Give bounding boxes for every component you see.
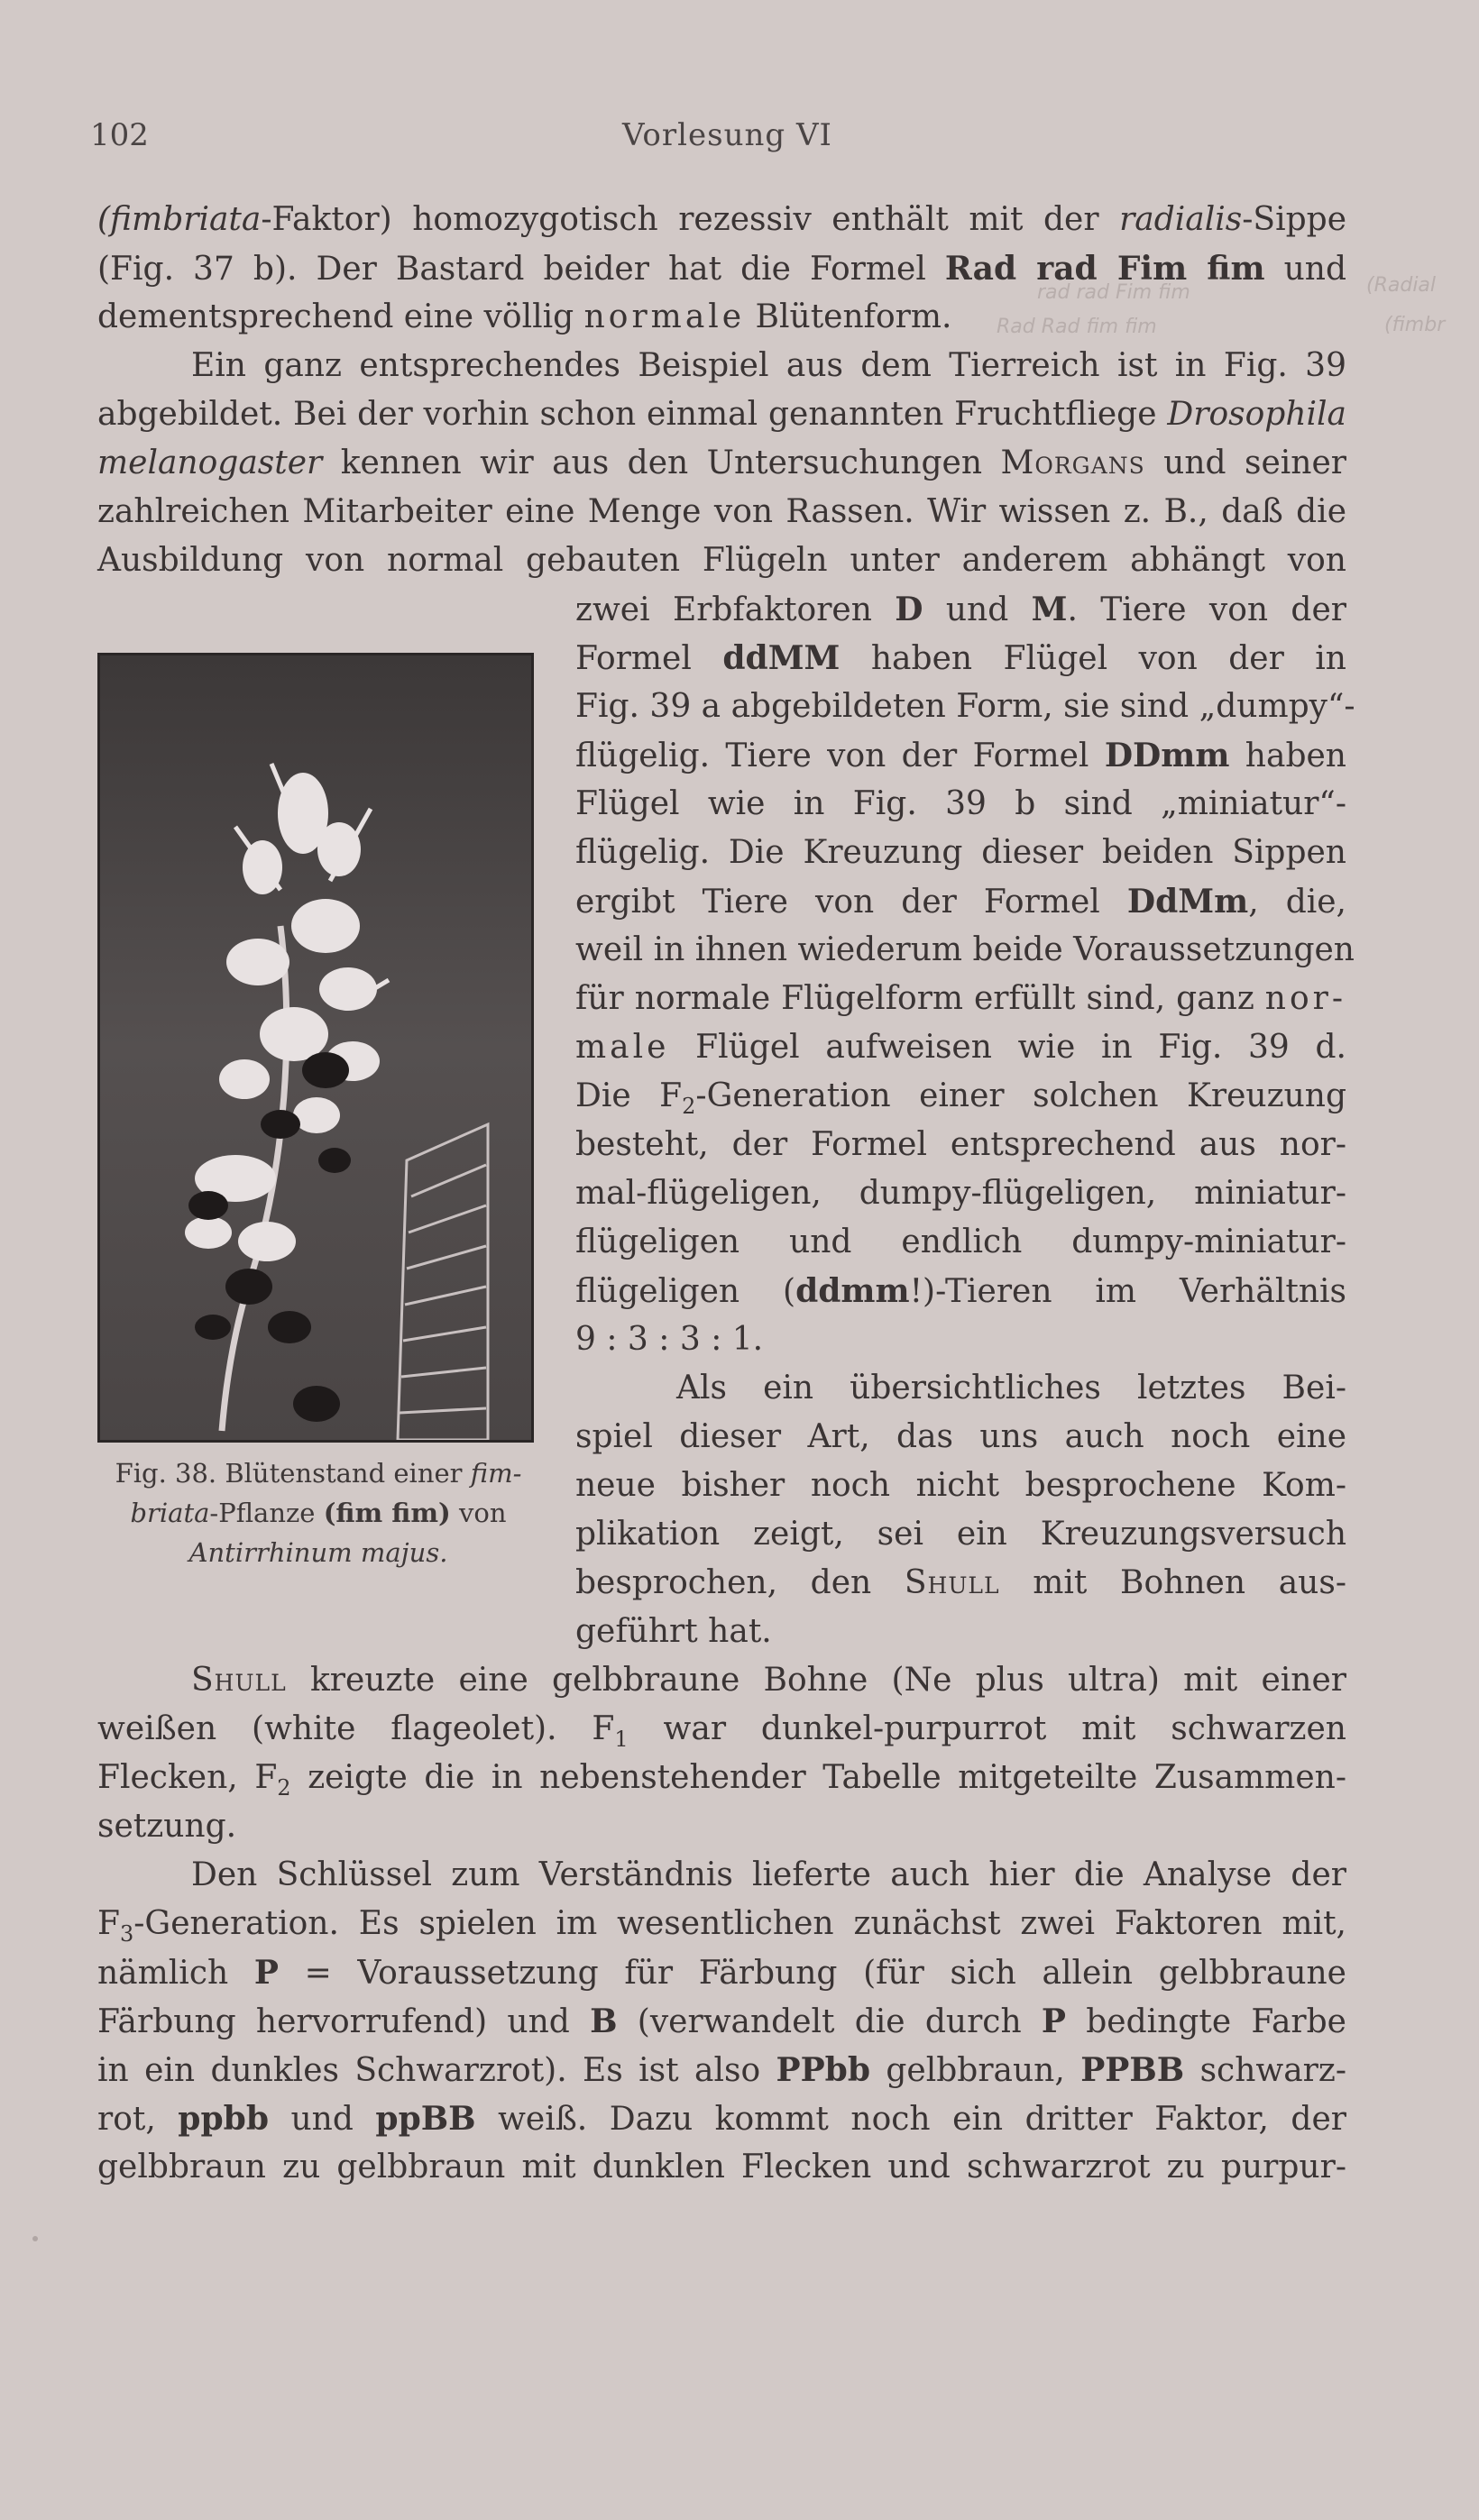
text-line: abgebildet. Bei der vorhin schon einmal genannten Fruchtfliege Drosophila bbox=[97, 396, 1346, 433]
handwritten-annotation: rad rad Fim fim bbox=[1037, 281, 1190, 304]
text-line: flügelig. Die Kreuzung dieser beiden Sippen bbox=[575, 834, 1346, 871]
text-line: Als ein übersichtliches letztes Bei- bbox=[676, 1370, 1346, 1407]
text-line: mal-flügeligen, dumpy-flügeligen, miniatur- bbox=[575, 1175, 1346, 1212]
text-line: Flügel wie in Fig. 39 b sind „miniatur“- bbox=[575, 785, 1346, 822]
text-line: Ein ganz entsprechendes Beispiel aus dem Tierreich ist in Fig. 39 bbox=[191, 347, 1346, 384]
text-line: melanogaster kennen wir aus den Untersuchungen Morgans und seiner bbox=[97, 444, 1346, 481]
text-line: flügeligen und endlich dumpy-miniatur- bbox=[575, 1223, 1346, 1260]
text-line: plikation zeigt, sei ein Kreuzungsversuch bbox=[575, 1516, 1346, 1553]
handwritten-annotation: (Radial bbox=[1366, 274, 1437, 297]
handwritten-annotation: (fimbr bbox=[1384, 314, 1446, 336]
text-line: Fig. 39 a abgebildeten Form, sie sind „dumpy“- bbox=[575, 688, 1355, 725]
text-line: nämlich P = Voraussetzung für Färbung (für sich allein gelbbraune bbox=[97, 1954, 1346, 1992]
text-line: zahlreichen Mitarbeiter eine Menge von Rassen. Wir wissen z. B., daß die bbox=[97, 493, 1346, 530]
text-line: besprochen, den Shull mit Bohnen aus- bbox=[575, 1564, 1346, 1601]
text-line: neue bisher noch nicht besprochene Kom- bbox=[575, 1467, 1346, 1504]
paper-speck bbox=[32, 2236, 38, 2241]
text-line: Shull kreuzte eine gelbbraune Bohne (Ne plus ultra) mit einer bbox=[191, 1662, 1346, 1699]
text-line: spiel dieser Art, das uns auch noch eine bbox=[575, 1418, 1346, 1455]
flower-photo-illustration bbox=[100, 655, 531, 1440]
text-line: dementsprechend eine völlig normale Blütenform. bbox=[97, 298, 952, 335]
text-line: $F_3$-Generation. Es spielen im wesentlichen zunächst zwei Faktoren mit, bbox=[97, 1905, 1346, 1947]
text-line: male Flügel aufweisen wie in Fig. 39 d. bbox=[575, 1029, 1346, 1066]
running-head: Vorlesung VI bbox=[622, 117, 832, 153]
text-line: flügeligen (ddmm!)-Tieren im Verhältnis bbox=[575, 1272, 1346, 1310]
text-line: besteht, der Formel entsprechend aus nor- bbox=[575, 1126, 1346, 1163]
text-line: (fimbriata-Faktor) homozygotisch rezessiv enthält mit der radialis-Sippe bbox=[97, 201, 1346, 238]
text-line: 9 : 3 : 3 : 1. bbox=[575, 1321, 764, 1358]
text-line: ergibt Tiere von der Formel DdMm, die, bbox=[575, 883, 1346, 921]
figure-caption: Fig. 38. Blütenstand einer fim- briata-Pflanze (fim fim) von Antirrhinum majus. bbox=[115, 1458, 522, 1568]
text-line: Formel ddMM haben Flügel von der in bbox=[575, 639, 1346, 677]
text-line: gelbbraun zu gelbbraun mit dunklen Flecken und schwarzrot zu purpur- bbox=[97, 2149, 1346, 2186]
text-line: für normale Flügelform erfüllt sind, ganz nor- bbox=[575, 980, 1346, 1017]
text-line: weißen (white flageolet). $F_1$ war dunkel-purpurrot mit schwarzen bbox=[97, 1710, 1346, 1753]
text-line: rot, ppbb und ppBB weiß. Dazu kommt noch ein dritter Faktor, der bbox=[97, 2100, 1346, 2138]
page-number: 102 bbox=[90, 117, 149, 153]
text-line: zwei Erbfaktoren D und M. Tiere von der bbox=[575, 591, 1346, 628]
text-line: Die $F_2$-Generation einer solchen Kreuzung bbox=[575, 1077, 1346, 1120]
text-line: geführt hat. bbox=[575, 1613, 772, 1650]
figure-photo-antirrhinum bbox=[97, 653, 534, 1443]
text-line: (Fig. 37 b). Der Bastard beider hat die Formel Rad rad Fim fim und bbox=[97, 250, 1346, 288]
text-line: Flecken, $F_2$ zeigte die in nebenstehender Tabelle mitgeteilte Zusammen- bbox=[97, 1759, 1346, 1801]
text-line: weil in ihnen wiederum beide Voraussetzungen bbox=[575, 931, 1355, 968]
text-line: in ein dunkles Schwarzrot). Es ist also PPbb gelbbraun, PPBB schwarz- bbox=[97, 2051, 1347, 2089]
text-line: flügelig. Tiere von der Formel DDmm haben bbox=[575, 737, 1346, 774]
text-line: Ausbildung von normal gebauten Flügeln unter anderem abhängt von bbox=[97, 542, 1346, 579]
text-line: setzung. bbox=[97, 1808, 237, 1845]
handwritten-annotation: Rad Rad fim fim bbox=[997, 316, 1157, 338]
text-line: Den Schlüssel zum Verständnis lieferte auch hier die Analyse der bbox=[191, 1856, 1346, 1893]
text-line: Färbung hervorrufend) und B (verwandelt die durch P bedingte Farbe bbox=[97, 2002, 1346, 2040]
